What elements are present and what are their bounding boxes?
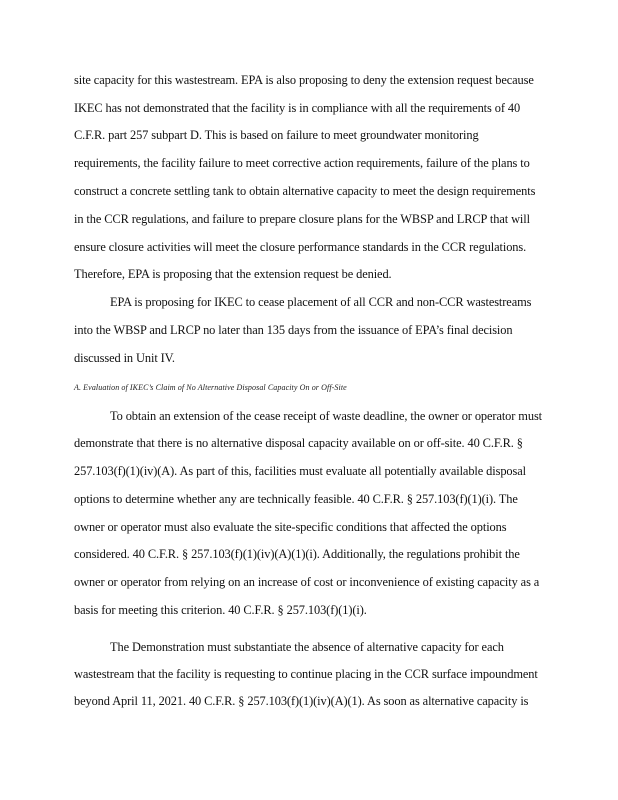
paragraph-line: requirements, the facility failure to meet corrective action requirements, failure of the plans to [74,156,530,170]
paragraph-line: into the WBSP and LRCP no later than 135 days from the issuance of EPA’s final decision [74,323,513,337]
paragraph-line: ensure closure activities will meet the closure performance standards in the CCR regulations. [74,240,527,254]
paragraph-line: basis for meeting this criterion. 40 C.F.R. § 257.103(f)(1)(i). [74,603,367,617]
paragraph-line: construct a concrete settling tank to obtain alternative capacity to meet the design requirements [74,184,536,198]
paragraph-line: demonstrate that there is no alternative disposal capacity available on or off-site. 40 C.F.R. § [74,436,523,450]
paragraph-line: C.F.R. part 257 subpart D. This is based on failure to meet groundwater monitoring [74,128,479,142]
paragraph-line: in the CCR regulations, and failure to prepare closure plans for the WBSP and LRCP that will [74,212,530,226]
paragraph-line: wastestream that the facility is requesting to continue placing in the CCR surface impoundment [74,667,538,681]
paragraph-line: EPA is proposing for IKEC to cease placement of all CCR and non-CCR wastestreams [110,295,532,309]
paragraph-line: discussed in Unit IV. [74,351,175,365]
paragraph-line: IKEC has not demonstrated that the facility is in compliance with all the requirements of 40 [74,101,521,115]
paragraph-line: site capacity for this wastestream. EPA is also proposing to deny the extension request because [74,73,534,87]
paragraph-line: owner or operator from relying on an increase of cost or inconvenience of existing capacity as a [74,575,540,589]
paragraph-line: 257.103(f)(1)(iv)(A). As part of this, facilities must evaluate all potentially available disposal [74,464,526,478]
paragraph-line: Therefore, EPA is proposing that the extension request be denied. [74,267,392,281]
paragraph-line: options to determine whether any are technically feasible. 40 C.F.R. § 257.103(f)(1)(i). The [74,492,518,506]
paragraph-line: beyond April 11, 2021. 40 C.F.R. § 257.103(f)(1)(iv)(A)(1). As soon as alternative capacity is [74,694,529,708]
paragraph-line: considered. 40 C.F.R. § 257.103(f)(1)(iv)(A)(1)(i). Additionally, the regulations prohibit the [74,547,520,561]
paragraph-line: To obtain an extension of the cease receipt of waste deadline, the owner or operator must [110,409,543,423]
paragraph-line: The Demonstration must substantiate the absence of alternative capacity for each [110,640,504,654]
paragraph-line: owner or operator must also evaluate the site-specific conditions that affected the options [74,520,507,534]
section-heading: A. Evaluation of IKEC’s Claim of No Alternative Disposal Capacity On or Off-Site [74,383,347,392]
